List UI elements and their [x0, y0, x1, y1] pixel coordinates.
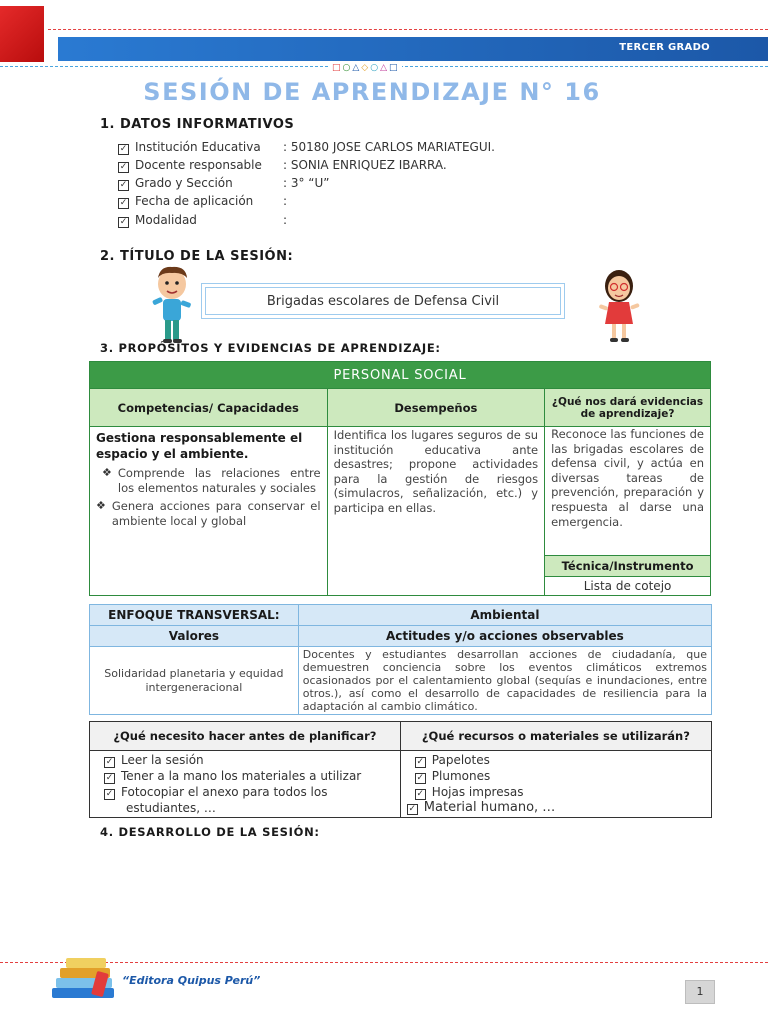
checkbox-icon: ✓: [105, 757, 114, 767]
actions-header: Actitudes y/o acciones observables: [298, 626, 711, 647]
list-item: [401, 800, 711, 816]
list-item-text: Plumones: [431, 769, 491, 783]
list-item: [90, 768, 400, 784]
values-header: Valores: [90, 626, 299, 647]
transversal-label: ENFOQUE TRANSVERSAL:: [90, 605, 299, 626]
competencies-header: Competencias/ Capacidades: [90, 389, 328, 427]
checkbox-icon: ✓: [416, 789, 425, 799]
planning-left-header: ¿Qué necesito hacer antes de planificar?: [90, 722, 401, 751]
corner-red-tab: [0, 6, 44, 62]
list-item-text: Papelotes: [431, 753, 490, 767]
info-value: : SONIA ENRIQUEZ IBARRA.: [283, 158, 447, 172]
grade-label: TERCER GRADO: [619, 42, 710, 53]
list-item-text: Fotocopiar el anexo para todos los: [121, 785, 328, 799]
planning-right-header: ¿Qué recursos o materiales se utilizarán?: [400, 722, 711, 751]
page-number: 1: [685, 980, 715, 1004]
page-title: SESIÓN DE APRENDIZAJE N° 16: [143, 78, 601, 106]
info-value: : 3° “U”: [283, 176, 330, 190]
value-item: Solidaridad planetaria y equidad intergeneracional: [90, 647, 299, 715]
info-label: Grado y Sección: [135, 176, 233, 190]
diamond-bullet-icon: ❖: [96, 499, 106, 513]
checkbox-icon: ✓: [119, 180, 128, 190]
square-icon: □: [332, 63, 343, 73]
checkbox-icon: ✓: [119, 217, 128, 227]
transversal-table: [89, 604, 712, 715]
square-icon: □: [389, 63, 400, 73]
info-label: Fecha de aplicación: [135, 194, 254, 208]
list-item: [90, 800, 400, 816]
list-item: [401, 768, 711, 784]
triangle-icon: △: [380, 63, 389, 73]
list-item: [401, 752, 711, 768]
list-item-text: Tener a la mano los materiales a utilizar: [121, 769, 362, 783]
capacity-text: Genera acciones para conservar el ambiente local y global: [111, 499, 321, 528]
checkbox-icon: ✓: [105, 773, 114, 783]
competency-text: Gestiona responsablemente el espacio y el ambiente.: [96, 431, 303, 461]
technique-value: Lista de cotejo: [545, 577, 711, 596]
evidence-cell: Reconoce las funciones de las brigadas escolares de defensa civil, y actúa en diversas tareas de prevención, preparación y respuesta al darse una emergencia.: [545, 427, 711, 556]
planning-table: [89, 721, 712, 818]
info-label: Docente responsable: [135, 158, 262, 172]
checkbox-icon: ✓: [119, 162, 128, 172]
triangle-icon: △: [352, 63, 362, 73]
planning-left-list: [90, 751, 401, 818]
boy-illustration-icon: [146, 264, 198, 346]
area-header: PERSONAL SOCIAL: [90, 362, 711, 389]
technique-header: Técnica/Instrumento: [545, 556, 711, 577]
info-value: :: [283, 194, 288, 208]
list-item-text: estudiantes, …: [126, 801, 216, 815]
capacity-text: Comprende las relaciones entre los elementos naturales y sociales: [117, 466, 321, 495]
info-value: :: [283, 213, 288, 227]
list-item-text: Leer la sesión: [121, 753, 204, 767]
checkbox-icon: ✓: [105, 789, 114, 799]
info-label: Institución Educativa: [135, 140, 261, 154]
section-1-heading: 1. DATOS INFORMATIVOS: [100, 117, 295, 132]
purposes-table: [89, 361, 711, 596]
actions-text: Docentes y estudiantes desarrollan acciones de ciudadanía, que demuestren conciencia sobre los eventos climáticos extremos ocasionados por el calentamiento global (sequías e inundaciones, entre otros.), así como el desarrollo de capacidades de resiliencia para la adaptación al cambio climático.: [298, 647, 711, 715]
list-item-text: Hojas impresas: [431, 785, 524, 799]
diamond-bullet-icon: ❖: [102, 466, 112, 479]
evidence-header: ¿Qué nos dará evidencias de aprendizaje?: [545, 389, 711, 427]
girl-illustration-icon: [596, 266, 642, 346]
list-item: [90, 784, 400, 800]
checkbox-icon: ✓: [119, 144, 128, 154]
performance-cell: Identifica los lugares seguros de su institución educativa ante desastres; propone actividades para la gestión de riesgos (simulacros, señalización, etc.) y participa en ellas.: [327, 427, 545, 596]
checkbox-icon: ✓: [119, 198, 128, 208]
publisher-name: “Editora Quipus Perú”: [122, 974, 261, 987]
diamond-icon: ◇: [361, 63, 371, 73]
checkbox-icon: ✓: [408, 804, 417, 814]
transversal-value: Ambiental: [298, 605, 711, 626]
checkbox-icon: ✓: [416, 757, 425, 767]
header-dashed-line: [48, 29, 768, 30]
books-logo-icon: [46, 952, 122, 1002]
checkbox-icon: ✓: [416, 773, 425, 783]
list-item-text: Material humano, …: [423, 800, 556, 815]
circle-icon: ○: [342, 63, 353, 73]
section-2-heading: 2. TÍTULO DE LA SESIÓN:: [100, 249, 294, 264]
info-label: Modalidad: [135, 213, 197, 227]
header-bar: [58, 37, 768, 61]
session-title: Brigadas escolares de Defensa Civil: [205, 287, 561, 315]
section-4-heading: 4. DESARROLLO DE LA SESIÓN:: [100, 825, 320, 839]
circle-icon: ○: [370, 63, 381, 73]
info-value: : 50180 JOSE CARLOS MARIATEGUI.: [283, 140, 495, 154]
performance-header: Desempeños: [327, 389, 545, 427]
decorative-shapes: [330, 63, 402, 73]
session-title-box: [201, 283, 565, 319]
section-3-heading: 3. PROPÓSITOS Y EVIDENCIAS DE APRENDIZAJE:: [100, 341, 441, 355]
capacity-item: [96, 499, 321, 528]
capacity-item: [96, 466, 321, 495]
list-item: [401, 784, 711, 800]
planning-right-list: [400, 751, 711, 818]
list-item: [90, 752, 400, 768]
competency-cell: [90, 427, 328, 596]
